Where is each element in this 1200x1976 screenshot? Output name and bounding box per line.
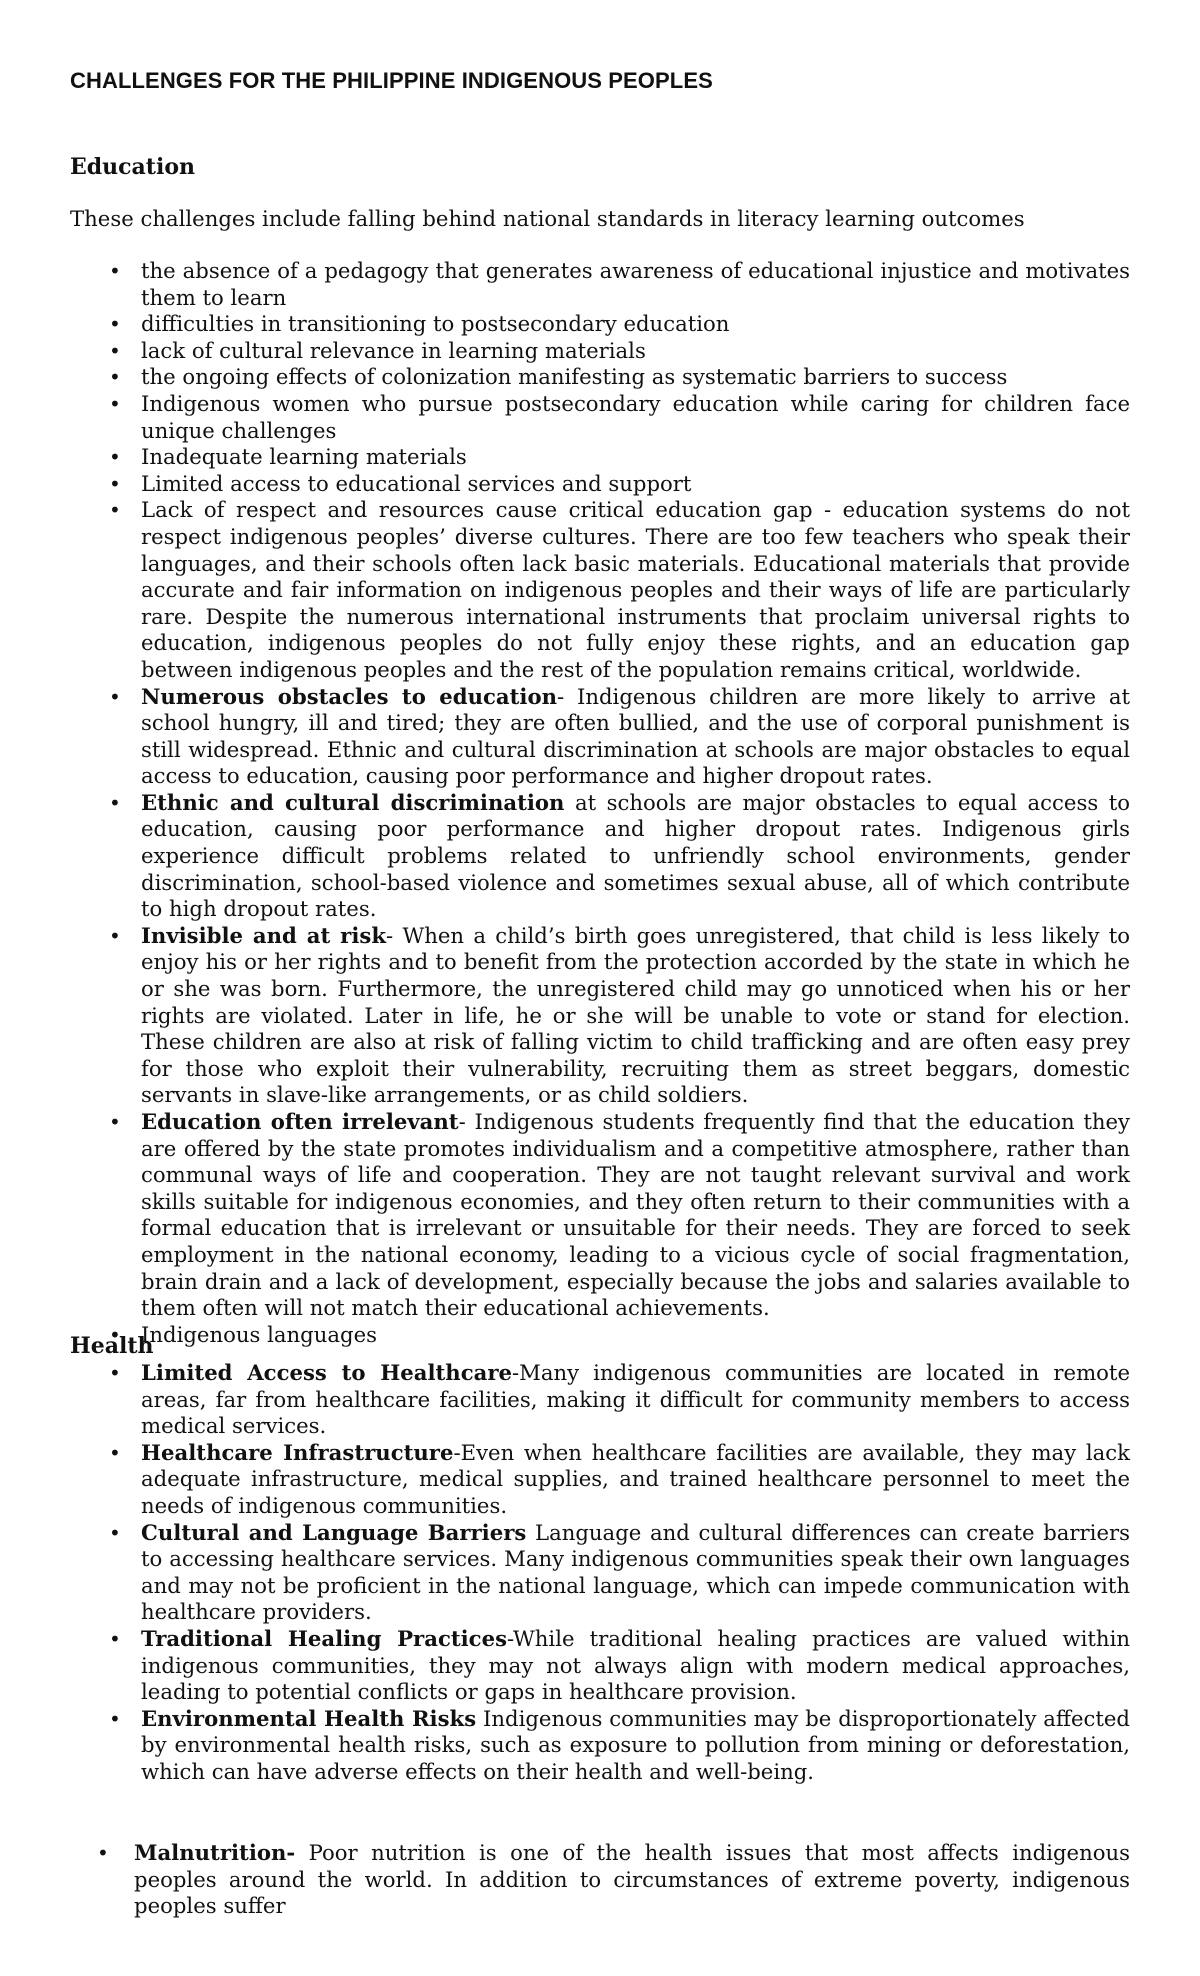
list-item xyxy=(70,1440,1130,1520)
item-text: - Indigenous children are more likely to arrive at school hungry, ill and tired; they are often bullied, and the use of corporal punishment is still widespread. Ethnic and cultural discrimination at schools are major obstacles to equal access to education, causing poor performance and higher dropout rates. xyxy=(141,683,1131,789)
list-item xyxy=(70,258,1130,311)
list-item xyxy=(70,1706,1130,1786)
list-item xyxy=(70,497,1130,683)
item-text: difficulties in transitioning to postsecondary education xyxy=(141,311,730,337)
item-text: - When a child’s birth goes unregistered, that child is less likely to enjoy his or her rights and to benefit from the protection accorded by the state in which he or she was born. Furthermore, the unregistered child may go unnoticed when his or her rights are violated. Later in life, he or she will be unable to vote or stand for election. These children are also at risk of falling victim to child trafficking and are often easy prey for those who exploit their vulnerability, recruiting them as street beggars, domestic servants in slave-like arrangements, or as child soldiers. xyxy=(141,922,1130,1108)
list-item xyxy=(70,338,1130,365)
item-text: Indigenous languages xyxy=(141,1321,377,1347)
item-term: Numerous obstacles to education xyxy=(141,683,558,709)
item-term: Limited Access to Healthcare xyxy=(141,1360,512,1385)
list-item xyxy=(70,1840,1130,1920)
list-item xyxy=(70,444,1130,471)
list-item xyxy=(70,471,1130,498)
item-term: Invisible and at risk xyxy=(141,922,387,948)
health-heading: Health xyxy=(70,1333,154,1359)
item-text: Limited access to educational services and support xyxy=(141,470,692,496)
list-item xyxy=(70,1626,1130,1706)
item-text: Indigenous women who pursue postsecondary education while caring for children face unique challenges xyxy=(141,390,1130,443)
item-term: Education often irrelevant xyxy=(141,1109,459,1134)
list-item xyxy=(70,1322,1130,1349)
item-term: Healthcare Infrastructure xyxy=(141,1439,454,1465)
list-item xyxy=(70,1520,1130,1626)
item-text: -While traditional healing practices are valued within indigenous communities, they may not always align with modern medical approaches, leading to potential conflicts or gaps in healthcare provision. xyxy=(141,1625,1130,1705)
health-challenges-list xyxy=(70,1360,1130,1786)
list-item xyxy=(70,684,1130,790)
document-title: CHALLENGES FOR THE PHILIPPINE INDIGENOUS PEOPLES xyxy=(70,68,713,93)
item-text: Indigenous communities may be disproportionately affected by environmental health risks, such as exposure to pollution from mining or deforestation, which can have adverse effects on their health and well-being. xyxy=(141,1705,1130,1784)
education-challenges-list xyxy=(70,258,1130,1348)
list-item xyxy=(70,1109,1130,1322)
list-item xyxy=(70,1360,1130,1440)
list-item xyxy=(70,790,1130,923)
item-text: Poor nutrition is one of the health issues that most affects indigenous peoples around the world. In addition to circumstances of extreme poverty, indigenous peoples suffer xyxy=(134,1840,1130,1919)
education-intro: These challenges include falling behind national standards in literacy learning outcomes xyxy=(70,206,1025,231)
item-text: lack of cultural relevance in learning materials xyxy=(141,337,646,363)
education-heading: Education xyxy=(70,154,195,180)
item-text: -Even when healthcare facilities are available, they may lack adequate infrastructure, medical supplies, and trained healthcare personnel to meet the needs of indigenous communities. xyxy=(141,1439,1130,1518)
item-term: Ethnic and cultural discrimination xyxy=(141,789,565,815)
item-text: the ongoing effects of colonization manifesting as systematic barriers to success xyxy=(141,364,1008,390)
item-term: Cultural and Language Barriers xyxy=(141,1519,527,1545)
item-term: Environmental Health Risks xyxy=(141,1705,477,1731)
item-text: Lack of respect and resources cause critical education gap - education systems do not respect indigenous peoples’ diverse cultures. There are too few teachers who speak their languages, and their schools often lack basic materials. Educational materials that provide accurate and fair information on indigenous peoples and their ways of life are particularly rare. Despite the numerous international instruments that proclaim universal rights to education, indigenous peoples do not fully enjoy these rights, and an education gap between indigenous peoples and the rest of the population remains critical, worldwide. xyxy=(141,497,1130,682)
health-extra-list xyxy=(70,1840,1130,1920)
item-text: - Indigenous students frequently find that the education they are offered by the state promotes individualism and a competitive atmosphere, rather than communal ways of life and cooperation. They are not taught relevant survival and work skills suitable for indigenous economies, and they often return to their communities with a formal education that is irrelevant or unsuitable for their needs. They are forced to seek employment in the national economy, leading to a vicious cycle of social fragmentation, brain drain and a lack of development, especially because the jobs and salaries available to them often will not match their educational achievements. xyxy=(141,1109,1131,1321)
list-item xyxy=(70,923,1130,1109)
item-text: the absence of a pedagogy that generates awareness of educational injustice and motivates them to learn xyxy=(141,258,1130,310)
item-text: Inadequate learning materials xyxy=(141,444,467,470)
item-text: at schools are major obstacles to equal access to education, causing poor performance and higher dropout rates. Indigenous girls experience difficult problems related to unfriendly school environments, gender discrimination, school-based violence and sometimes sexual abuse, all of which contribute to high dropout rates. xyxy=(141,789,1130,922)
item-term: Traditional Healing Practices xyxy=(141,1625,507,1651)
list-item xyxy=(70,391,1130,444)
item-term: Malnutrition- xyxy=(134,1840,296,1865)
item-text: Language and cultural differences can create barriers to accessing healthcare services. Many indigenous communities speak their own languages and may not be proficient in the national language, which can impede communication with healthcare providers. xyxy=(141,1519,1130,1625)
list-item xyxy=(70,311,1130,338)
list-item xyxy=(70,364,1130,391)
item-text: -Many indigenous communities are located in remote areas, far from healthcare facilities, making it difficult for community members to access medical services. xyxy=(141,1360,1130,1439)
